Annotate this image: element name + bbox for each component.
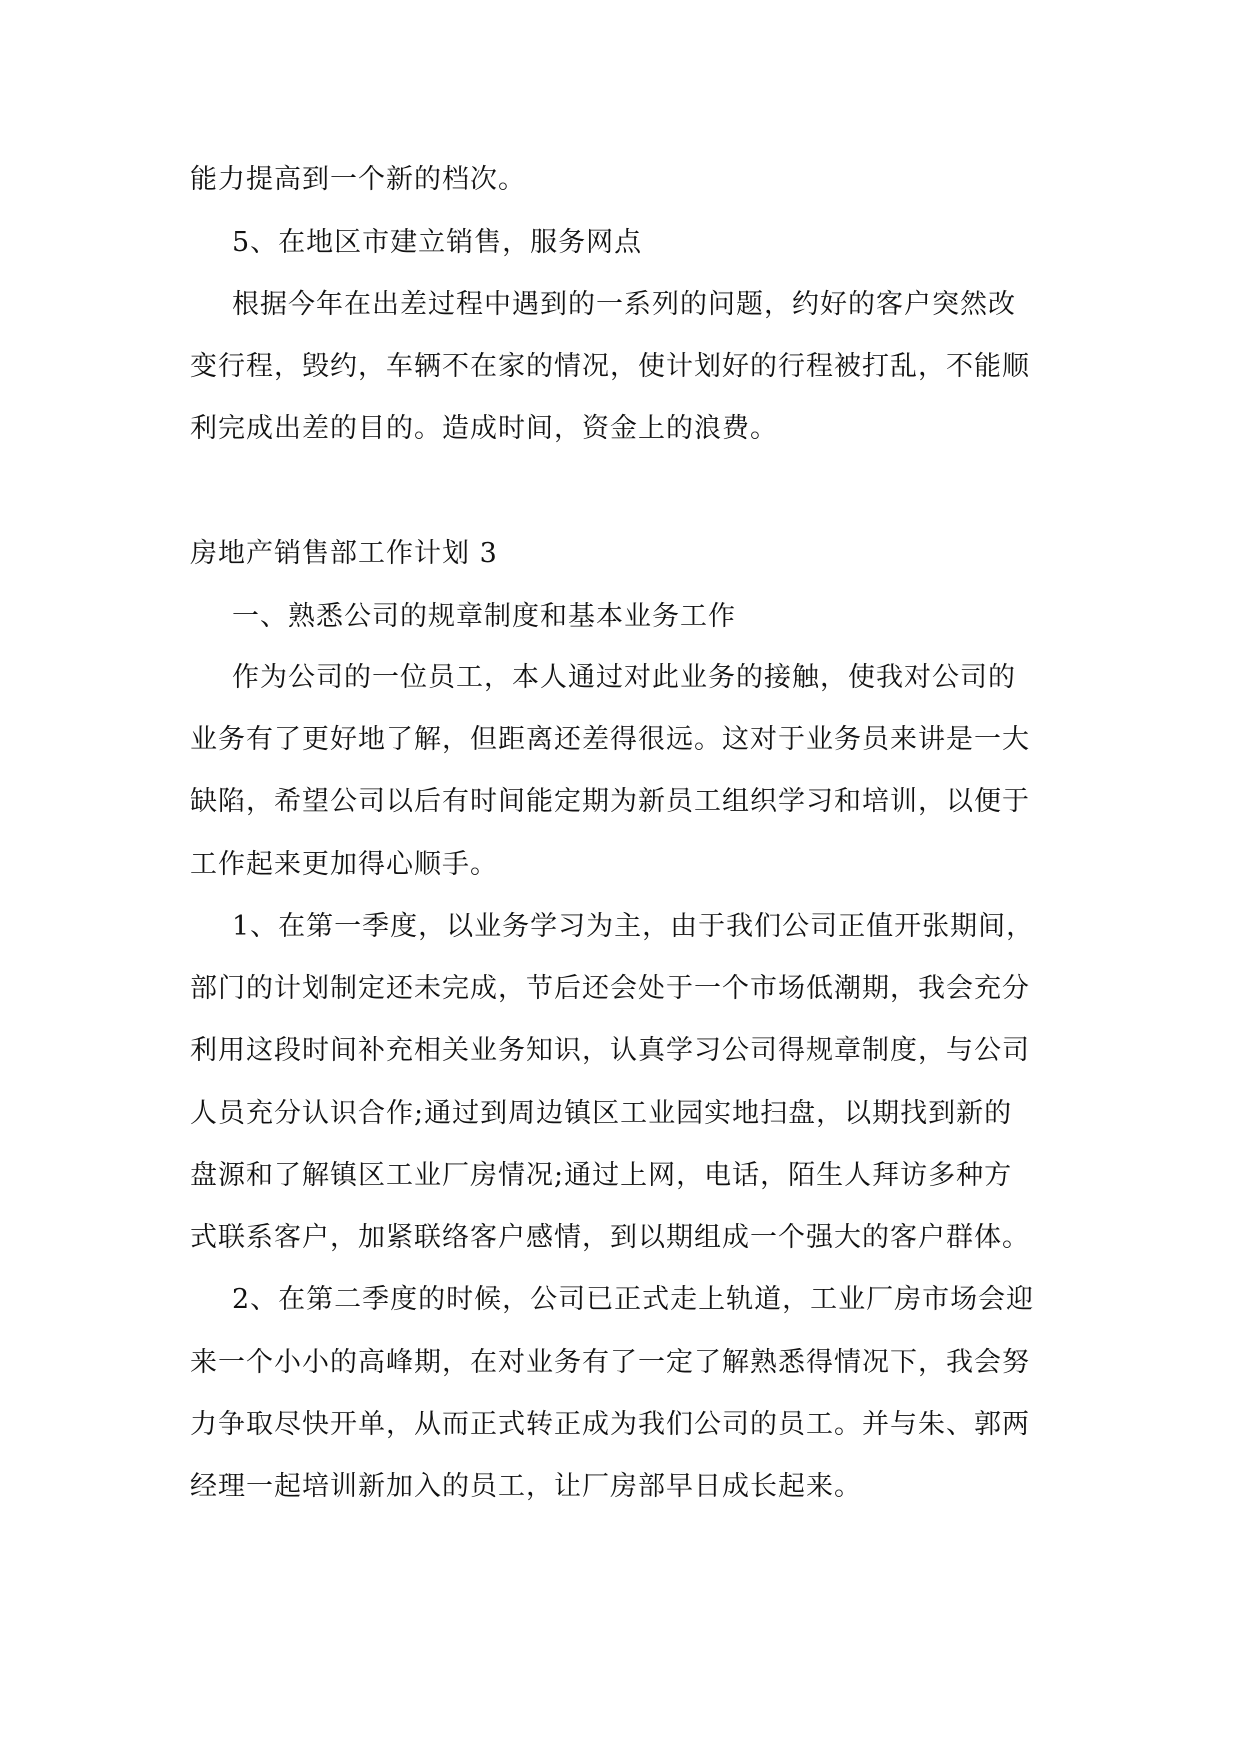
paragraph-line: 利完成出差的目的。造成时间，资金上的浪费。 xyxy=(190,413,778,444)
paragraph-line: 作为公司的一位员工，本人通过对此业务的接触，使我对公司的 xyxy=(232,662,1016,693)
section-item-heading: 5、在地区市建立销售，服务网点 xyxy=(232,227,643,258)
paragraph-line: 业务有了更好地了解，但距离还差得很远。这对于业务员来讲是一大 xyxy=(190,724,1030,755)
paragraph-line: 部门的计划制定还未完成，节后还会处于一个市场低潮期，我会充分 xyxy=(190,973,1030,1004)
paragraph-line: 来一个小小的高峰期，在对业务有了一定了解熟悉得情况下，我会努 xyxy=(190,1347,1030,1378)
paragraph-line: 根据今年在出差过程中遇到的一系列的问题，约好的客户突然改 xyxy=(232,289,1016,320)
document-title: 房地产销售部工作计划 3 xyxy=(190,538,498,569)
section-heading: 一、熟悉公司的规章制度和基本业务工作 xyxy=(232,601,736,632)
paragraph-line: 工作起来更加得心顺手。 xyxy=(190,849,498,880)
paragraph-line: 2、在第二季度的时候，公司已正式走上轨道，工业厂房市场会迎 xyxy=(232,1284,1035,1315)
paragraph-line: 能力提高到一个新的档次。 xyxy=(190,164,526,195)
paragraph-line: 盘源和了解镇区工业厂房情况;通过上网，电话，陌生人拜访多种方 xyxy=(190,1160,1013,1191)
paragraph-line: 缺陷，希望公司以后有时间能定期为新员工组织学习和培训，以便于 xyxy=(190,786,1030,817)
paragraph-line: 变行程，毁约，车辆不在家的情况，使计划好的行程被打乱，不能顺 xyxy=(190,351,1030,382)
paragraph-line: 利用这段时间补充相关业务知识，认真学习公司得规章制度，与公司 xyxy=(190,1035,1030,1066)
paragraph-line: 式联系客户，加紧联络客户感情，到以期组成一个强大的客户群体。 xyxy=(190,1222,1030,1253)
paragraph-line: 1、在第一季度，以业务学习为主，由于我们公司正值开张期间， xyxy=(232,911,1035,942)
paragraph-line: 人员充分认识合作;通过到周边镇区工业园实地扫盘，以期找到新的 xyxy=(190,1098,1013,1129)
paragraph-line: 力争取尽快开单，从而正式转正成为我们公司的员工。并与朱、郭两 xyxy=(190,1409,1030,1440)
paragraph-line: 经理一起培训新加入的员工，让厂房部早日成长起来。 xyxy=(190,1471,862,1502)
